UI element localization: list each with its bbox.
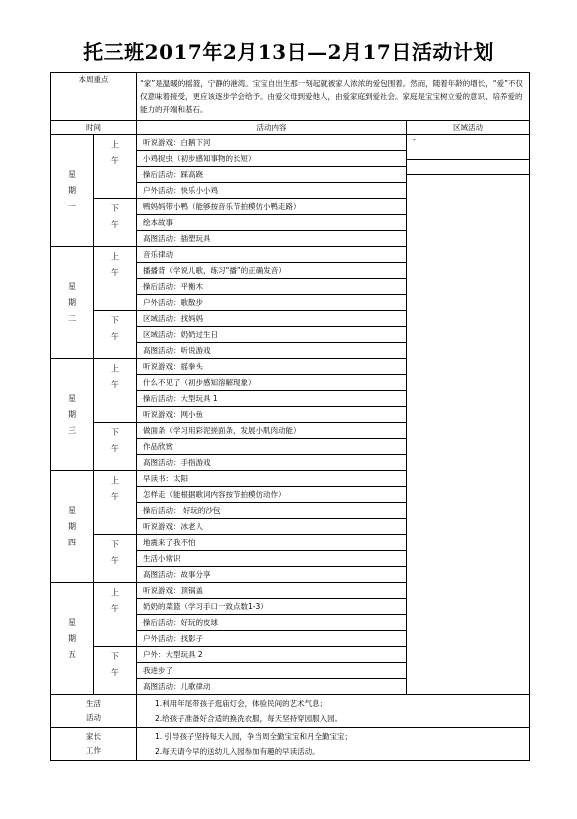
life-activity-label-part: 生活 xyxy=(86,699,101,708)
life-activity-label-part: 活动 xyxy=(86,713,101,722)
day-label xyxy=(51,583,94,695)
day-label-char: 期 xyxy=(68,521,76,531)
activity-cell: 做面条（学习用彩泥搓面条，发展小肌肉动能） xyxy=(137,423,407,439)
parent-work-label-part: 工作 xyxy=(86,746,101,755)
activity-cell: 高图活动：插塑玩具 xyxy=(137,231,407,247)
activity-cell: 高图活动：儿歌律动 xyxy=(137,679,407,695)
day-label-char: 期 xyxy=(68,633,76,643)
day-label-char: 星 xyxy=(68,505,76,515)
parent-work-text xyxy=(137,728,530,761)
activity-cell: 听说游戏：网小鱼 xyxy=(137,407,407,423)
day-label xyxy=(51,247,94,359)
day-label-char: 期 xyxy=(68,409,76,419)
life-activity-label xyxy=(51,695,137,728)
page-title: 托三班2017年2月13日—2月17日活动计划 xyxy=(83,40,494,64)
morning-label xyxy=(94,471,137,535)
day-label-char: 期 xyxy=(68,297,76,307)
day-label xyxy=(51,359,94,471)
afternoon-label xyxy=(94,423,137,471)
activity-row xyxy=(51,135,530,151)
activity-plan-table xyxy=(50,72,530,761)
half-day-char: 上 xyxy=(111,476,119,485)
day-label-char: 星 xyxy=(68,393,76,403)
morning-label xyxy=(94,359,137,423)
activity-cell: 小鸡捉虫（初步感知事物的长短） xyxy=(137,151,407,167)
activity-cell: 区域活动：奶奶过生日 xyxy=(137,327,407,343)
half-day-char: 下 xyxy=(111,204,119,213)
activity-cell: 奶奶的菜篮（学习手口一致点数1-3） xyxy=(137,599,407,615)
activity-cell: 高图活动：听说游戏 xyxy=(137,343,407,359)
activity-cell: 播播背（学说儿歌，练习“播”的正确发音） xyxy=(137,263,407,279)
activity-cell: 操后活动：踩高跷 xyxy=(137,167,407,183)
morning-label xyxy=(94,247,137,311)
half-day-char: 午 xyxy=(111,492,119,501)
activity-cell: 早读书：太阳 xyxy=(137,471,407,487)
activity-cell: 户外活动：找影子 xyxy=(137,631,407,647)
day-label-char: 星 xyxy=(68,169,76,179)
activity-cell: 听说游戏：冰老人 xyxy=(137,519,407,535)
activity-cell: 区域活动：找妈妈 xyxy=(137,311,407,327)
half-day-char: 午 xyxy=(111,444,119,453)
weekly-focus-label: 本周重点 xyxy=(51,73,137,121)
activity-cell: 操后活动：好玩的皮球 xyxy=(137,615,407,631)
half-day-char: 午 xyxy=(111,156,119,165)
half-day-char: 午 xyxy=(111,332,119,341)
day-label-char: 四 xyxy=(68,537,76,547)
activity-cell: 高图活动：故事分享 xyxy=(137,567,407,583)
half-day-char: 上 xyxy=(111,364,119,373)
activity-cell: 操后活动： 好玩的沙包 xyxy=(137,503,407,519)
weekly-focus-text: “家”是温暖的摇篮，宁静的港湾。宝宝自出生那一刻起就被家人浓浓的爱包围着。然而，随着年龄的增长，“爱”不仅仅意味着接受，更应该逐步学会给予。由爱父母到爱他人，由爱家庭到爱社会。家庭是宝宝树立爱的意识、培养爱的能力的开端和基石。 xyxy=(137,73,530,121)
day-label-char: 二 xyxy=(68,313,76,323)
activity-cell: 生活小常识 xyxy=(137,551,407,567)
day-label-char: 星 xyxy=(68,281,76,291)
half-day-char: 下 xyxy=(111,316,119,325)
day-label-char: 五 xyxy=(68,649,76,659)
activity-cell: 户外：大型玩具 2 xyxy=(137,647,407,663)
content-header: 活动内容 xyxy=(137,121,407,135)
day-label-char: 期 xyxy=(68,185,76,195)
area-grid-line xyxy=(407,145,529,160)
half-day-char: 午 xyxy=(111,220,119,229)
activity-cell: 怎样走（能根据歌词内容按节拍模仿动作） xyxy=(137,487,407,503)
activity-cell: 操后活动：平衡木 xyxy=(137,279,407,295)
activity-cell: 听说游戏：顶锅盖 xyxy=(137,583,407,599)
area-header: 区域活动 xyxy=(407,121,530,135)
activity-cell: 鸭妈妈带小鸭（能够按音乐节拍模仿小鸭走路） xyxy=(137,199,407,215)
half-day-char: 下 xyxy=(111,540,119,549)
area-activity-cell xyxy=(407,135,530,695)
life-activity-text xyxy=(137,695,530,728)
afternoon-label xyxy=(94,535,137,583)
half-day-char: 上 xyxy=(111,588,119,597)
area-activity-mark: - xyxy=(413,135,416,144)
half-day-char: 上 xyxy=(111,252,119,261)
half-day-char: 午 xyxy=(111,668,119,677)
half-day-char: 午 xyxy=(111,380,119,389)
half-day-char: 午 xyxy=(111,268,119,277)
life-activity-row xyxy=(51,695,530,728)
day-label xyxy=(51,471,94,583)
parent-work-label-part: 家长 xyxy=(86,732,101,741)
half-day-char: 下 xyxy=(111,652,119,661)
activity-cell: 我进步了 xyxy=(137,663,407,679)
time-header: 时间 xyxy=(51,121,137,135)
activity-cell: 高图活动：手指游戏 xyxy=(137,455,407,471)
activity-cell: 听说游戏：白鹅下河 xyxy=(137,135,407,151)
activity-cell: 户外活动：歌散步 xyxy=(137,295,407,311)
weekly-focus-row xyxy=(51,73,530,121)
activity-cell: 操后活动：大型玩具 1 xyxy=(137,391,407,407)
afternoon-label xyxy=(94,647,137,695)
activity-cell: 作品欣赏 xyxy=(137,439,407,455)
parent-work-line: 2.每天请今早的送幼儿入园参加有趣的早读活动。 xyxy=(155,747,320,756)
afternoon-label xyxy=(94,199,137,247)
header-row xyxy=(51,121,530,135)
activity-cell: 地震来了我不怕 xyxy=(137,535,407,551)
half-day-char: 上 xyxy=(111,140,119,149)
life-activity-line: 1.利用年尾带孩子逛庙灯会，体验民间的艺术气息； xyxy=(155,699,328,708)
activity-cell: 户外活动：快乐小小鸡 xyxy=(137,183,407,199)
life-activity-line: 2.给孩子准备好合适的换洗衣服，每天坚持穿园服入园。 xyxy=(155,714,343,723)
area-grid-line xyxy=(407,160,529,175)
morning-label xyxy=(94,583,137,647)
parent-work-line: 1. 引导孩子坚持每天入园，争当周全勤宝宝和月全勤宝宝； xyxy=(155,732,353,741)
day-label-char: 三 xyxy=(68,425,76,435)
day-label-char: 一 xyxy=(68,201,76,211)
parent-work-row xyxy=(51,728,530,761)
half-day-char: 下 xyxy=(111,428,119,437)
activity-cell: 音乐律动 xyxy=(137,247,407,263)
activity-cell: 什么不见了（初步感知溶解现象） xyxy=(137,375,407,391)
half-day-char: 午 xyxy=(111,604,119,613)
activity-cell: 绘本故事 xyxy=(137,215,407,231)
day-label-char: 星 xyxy=(68,617,76,627)
afternoon-label xyxy=(94,311,137,359)
day-label xyxy=(51,135,94,247)
morning-label xyxy=(94,135,137,199)
area-grid-lines xyxy=(407,145,529,175)
parent-work-label xyxy=(51,728,137,761)
activity-cell: 听说游戏：摇拳头 xyxy=(137,359,407,375)
half-day-char: 午 xyxy=(111,556,119,565)
